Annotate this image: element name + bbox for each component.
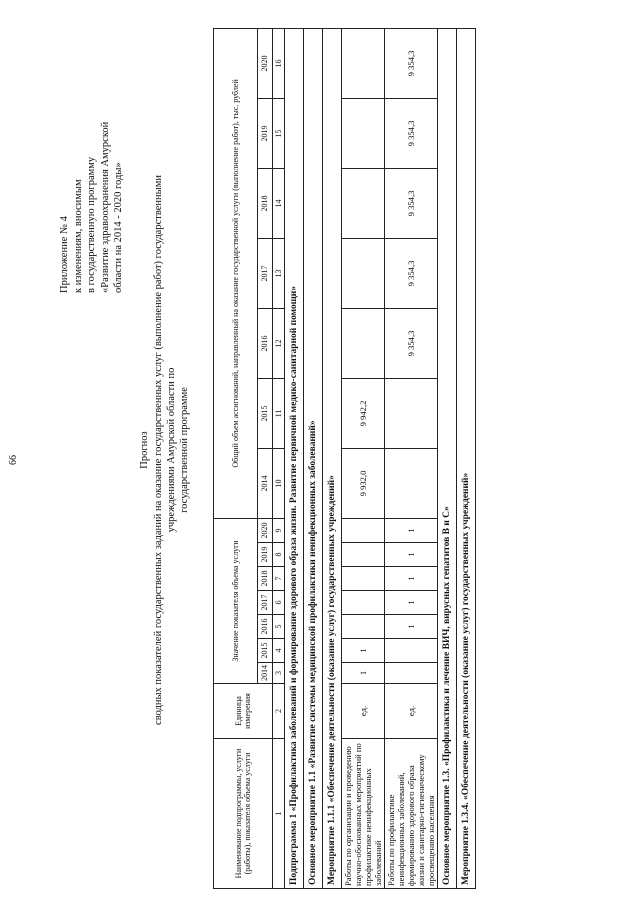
section-title: Основное мероприятие 1.1 «Развитие системы медицинской профилактики неинфекционных заболеваний» bbox=[304, 28, 323, 888]
cost-cell bbox=[342, 308, 385, 378]
cost-cell bbox=[342, 98, 385, 168]
table-row bbox=[342, 28, 385, 888]
column-number: 4 bbox=[273, 639, 285, 663]
unit-cell: ед. bbox=[342, 684, 385, 739]
value-cell bbox=[342, 615, 385, 639]
service-name: Работы по организации и проведению научно-обоснованных мероприятий по профилактике неинфекционных заболеваний bbox=[342, 739, 385, 889]
cost-cell bbox=[342, 28, 385, 98]
value-cell bbox=[342, 543, 385, 567]
value-cell bbox=[342, 518, 385, 542]
cost-year-header: 2015 bbox=[258, 378, 273, 448]
cost-cell bbox=[385, 378, 438, 448]
title-line: государственной программе bbox=[179, 387, 190, 513]
section-row bbox=[304, 28, 323, 888]
column-number: 11 bbox=[273, 378, 285, 448]
column-number: 10 bbox=[273, 448, 285, 518]
value-year-header: 2017 bbox=[258, 591, 273, 615]
header-value-group: Значение показателя объема услуги bbox=[214, 518, 258, 683]
column-number: 3 bbox=[273, 663, 285, 684]
appendix-line: к изменениям, вносимым bbox=[72, 179, 84, 293]
header-unit: Единица измерения bbox=[214, 684, 273, 739]
cost-cell: 9 354,3 bbox=[385, 98, 438, 168]
column-number: 12 bbox=[273, 308, 285, 378]
value-year-header: 2015 bbox=[258, 639, 273, 663]
table-row bbox=[385, 28, 438, 888]
document-title bbox=[138, 170, 191, 730]
unit-cell: ед. bbox=[385, 684, 438, 739]
value-year-header: 2014 bbox=[258, 663, 273, 684]
cost-cell bbox=[342, 238, 385, 308]
service-name: Работы по профилактике неинфекционных заболеваний, формированию здорового образа жизни и санитарно-гигиеническому просвещению населения bbox=[385, 739, 438, 889]
value-cell bbox=[385, 663, 438, 684]
title-heading: Прогноз bbox=[139, 431, 150, 469]
appendix-line: области на 2014 - 2020 годы» bbox=[113, 162, 124, 293]
column-number: 9 bbox=[273, 518, 285, 542]
column-number: 8 bbox=[273, 543, 285, 567]
column-number: 13 bbox=[273, 238, 285, 308]
appendix-note bbox=[58, 23, 126, 293]
cost-year-header: 2017 bbox=[258, 238, 273, 308]
column-number: 1 bbox=[273, 739, 285, 889]
appendix-line: «Развитие здравоохранения Амурской bbox=[99, 121, 111, 293]
column-number: 16 bbox=[273, 28, 285, 98]
section-row bbox=[285, 28, 304, 888]
cost-cell: 9 354,3 bbox=[385, 238, 438, 308]
section-row bbox=[457, 28, 476, 888]
value-cell: 1 bbox=[342, 639, 385, 663]
header-name: Наименование подпрограммы, услуги (работы), показателя объема услуги bbox=[214, 739, 273, 889]
value-year-header: 2020 bbox=[258, 518, 273, 542]
cost-year-header: 2020 bbox=[258, 28, 273, 98]
value-cell: 1 bbox=[342, 663, 385, 684]
section-title: Подпрограмма 1 «Профилактика заболеваний и формирование здорового образа жизни. Развитие первичной медико-санитарной помощи» bbox=[285, 28, 304, 888]
header-cost-group: Общий объем ассигнований, направленный на оказание государственной услуги (выполнение работ), тыс. рублей bbox=[214, 28, 258, 518]
cost-year-header: 2018 bbox=[258, 168, 273, 238]
appendix-line: Приложение № 4 bbox=[59, 216, 70, 293]
appendix-line: в государственную программу bbox=[86, 156, 97, 293]
title-line: сводных показателей государственных заданий на оказание государственных услуг (выполнение работ) государственными учреждениями Амурской области по bbox=[153, 175, 177, 725]
value-cell: 1 bbox=[385, 518, 438, 542]
value-year-header: 2018 bbox=[258, 567, 273, 591]
section-title: Мероприятие 1.3.4. «Обеспечение деятельности (оказание услуг) государственных учреждений» bbox=[457, 28, 476, 888]
column-number: 6 bbox=[273, 591, 285, 615]
value-cell: 1 bbox=[385, 615, 438, 639]
cost-cell: 9 354,3 bbox=[385, 168, 438, 238]
column-number: 15 bbox=[273, 98, 285, 168]
cost-year-header: 2019 bbox=[258, 98, 273, 168]
value-year-header: 2019 bbox=[258, 543, 273, 567]
column-number: 5 bbox=[273, 615, 285, 639]
forecast-table bbox=[213, 28, 476, 889]
value-cell bbox=[342, 567, 385, 591]
value-cell bbox=[342, 591, 385, 615]
section-row bbox=[438, 28, 457, 888]
cost-cell bbox=[385, 448, 438, 518]
cost-cell bbox=[342, 168, 385, 238]
value-cell: 1 bbox=[385, 591, 438, 615]
cost-cell: 9 932,0 bbox=[342, 448, 385, 518]
section-row bbox=[323, 28, 342, 888]
column-number: 14 bbox=[273, 168, 285, 238]
cost-year-header: 2014 bbox=[258, 448, 273, 518]
cost-cell: 9 354,3 bbox=[385, 28, 438, 98]
cost-cell: 9 942,2 bbox=[342, 378, 385, 448]
cost-year-header: 2016 bbox=[258, 308, 273, 378]
column-number: 2 bbox=[273, 684, 285, 739]
value-year-header: 2016 bbox=[258, 615, 273, 639]
column-number: 7 bbox=[273, 567, 285, 591]
value-cell: 1 bbox=[385, 567, 438, 591]
page-number: 66 bbox=[8, 455, 19, 465]
cost-cell: 9 354,3 bbox=[385, 308, 438, 378]
value-cell bbox=[385, 639, 438, 663]
section-title: Мероприятие 1.1.1 «Обеспечение деятельности (оказание услуг) государственных учреждений» bbox=[323, 28, 342, 888]
section-title: Основное мероприятие 1.3. «Профилактика и лечение ВИЧ, вирусных гепатитов В и С» bbox=[438, 28, 457, 888]
value-cell: 1 bbox=[385, 543, 438, 567]
